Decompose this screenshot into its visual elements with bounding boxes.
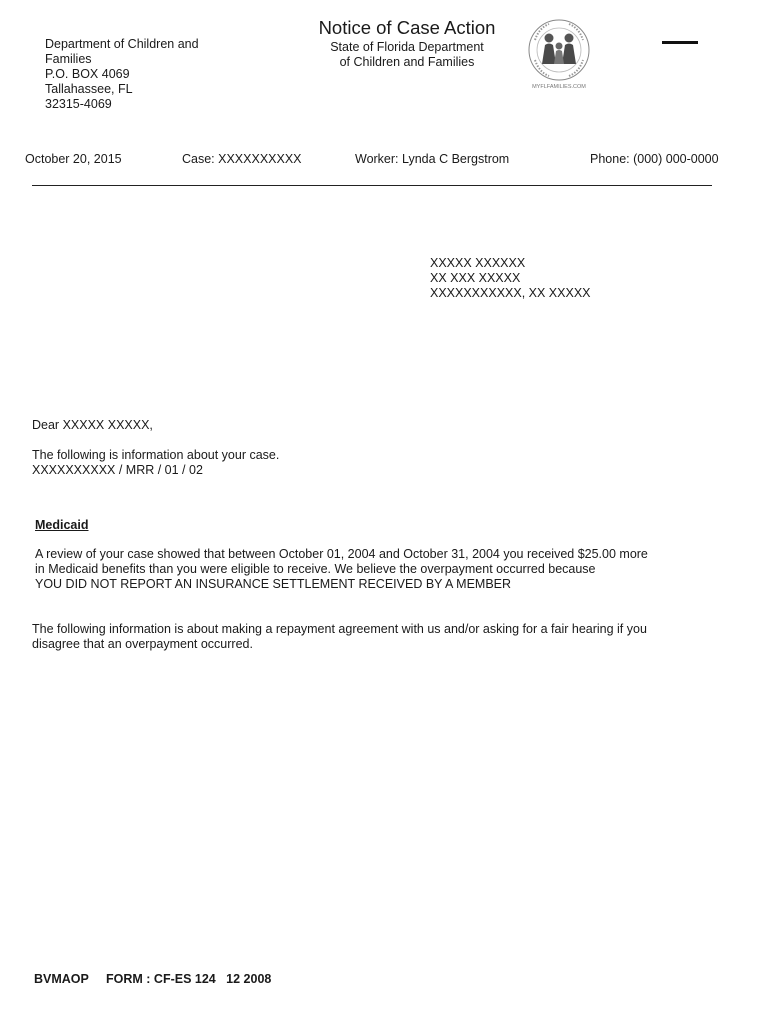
agency-line: of Children and Families <box>339 55 475 69</box>
sender-address <box>45 37 225 112</box>
agency-name <box>300 40 514 70</box>
paragraph-line: A review of your case showed that between October 01, 2004 and October 31, 2004 you received $25.00 more <box>35 547 648 561</box>
worker-name: Worker: Lynda C Bergstrom <box>355 152 510 166</box>
form-number: FORM : CF-ES 124 12 2008 <box>106 972 272 986</box>
paragraph-line: disagree that an overpayment occurred. <box>32 637 253 651</box>
sender-line: P.O. BOX 4069 <box>45 67 130 81</box>
sender-line: Tallahassee, FL <box>45 82 133 96</box>
greeting: Dear XXXXX XXXXX, <box>32 418 153 432</box>
corner-mark <box>662 41 698 44</box>
paragraph-line: in Medicaid benefits than you were eligible to receive. We believe the overpayment occurred because <box>35 562 596 576</box>
sender-line: Department of Children and <box>45 37 199 51</box>
case-reference: XXXXXXXXXX / MRR / 01 / 02 <box>32 463 203 477</box>
agency-line: State of Florida Department <box>330 40 484 54</box>
paragraph-line: The following information is about making a repayment agreement with us and/or asking for a fair hearing if you <box>32 622 647 636</box>
form-code: BVMAOP <box>34 972 89 986</box>
form-footer <box>34 972 271 986</box>
intro-line: The following is information about your case. <box>32 448 280 462</box>
case-info <box>32 448 279 478</box>
paragraph-line: YOU DID NOT REPORT AN INSURANCE SETTLEMENT RECEIVED BY A MEMBER <box>35 577 512 591</box>
recipient-line: XXXXX XXXXXX <box>430 256 526 270</box>
seal-caption: MYFLFAMILIES.COM <box>532 84 586 90</box>
florida-dcf-seal-icon <box>525 18 593 92</box>
sender-line: Families <box>45 52 92 66</box>
section-heading-medicaid: Medicaid <box>35 518 89 532</box>
case-number: Case: XXXXXXXXXX <box>182 152 302 166</box>
phone-number: Phone: (000) 000-0000 <box>590 152 719 166</box>
sender-line: 32315-4069 <box>45 97 112 111</box>
header-divider <box>32 185 712 186</box>
repayment-paragraph <box>32 622 647 652</box>
notice-title: Notice of Case Action <box>318 17 496 38</box>
recipient-line: XX XXX XXXXX <box>430 271 521 285</box>
overpayment-paragraph <box>35 547 648 592</box>
notice-date: October 20, 2015 <box>25 152 122 166</box>
recipient-address <box>430 256 591 301</box>
recipient-line: XXXXXXXXXXX, XX XXXXX <box>430 286 591 300</box>
